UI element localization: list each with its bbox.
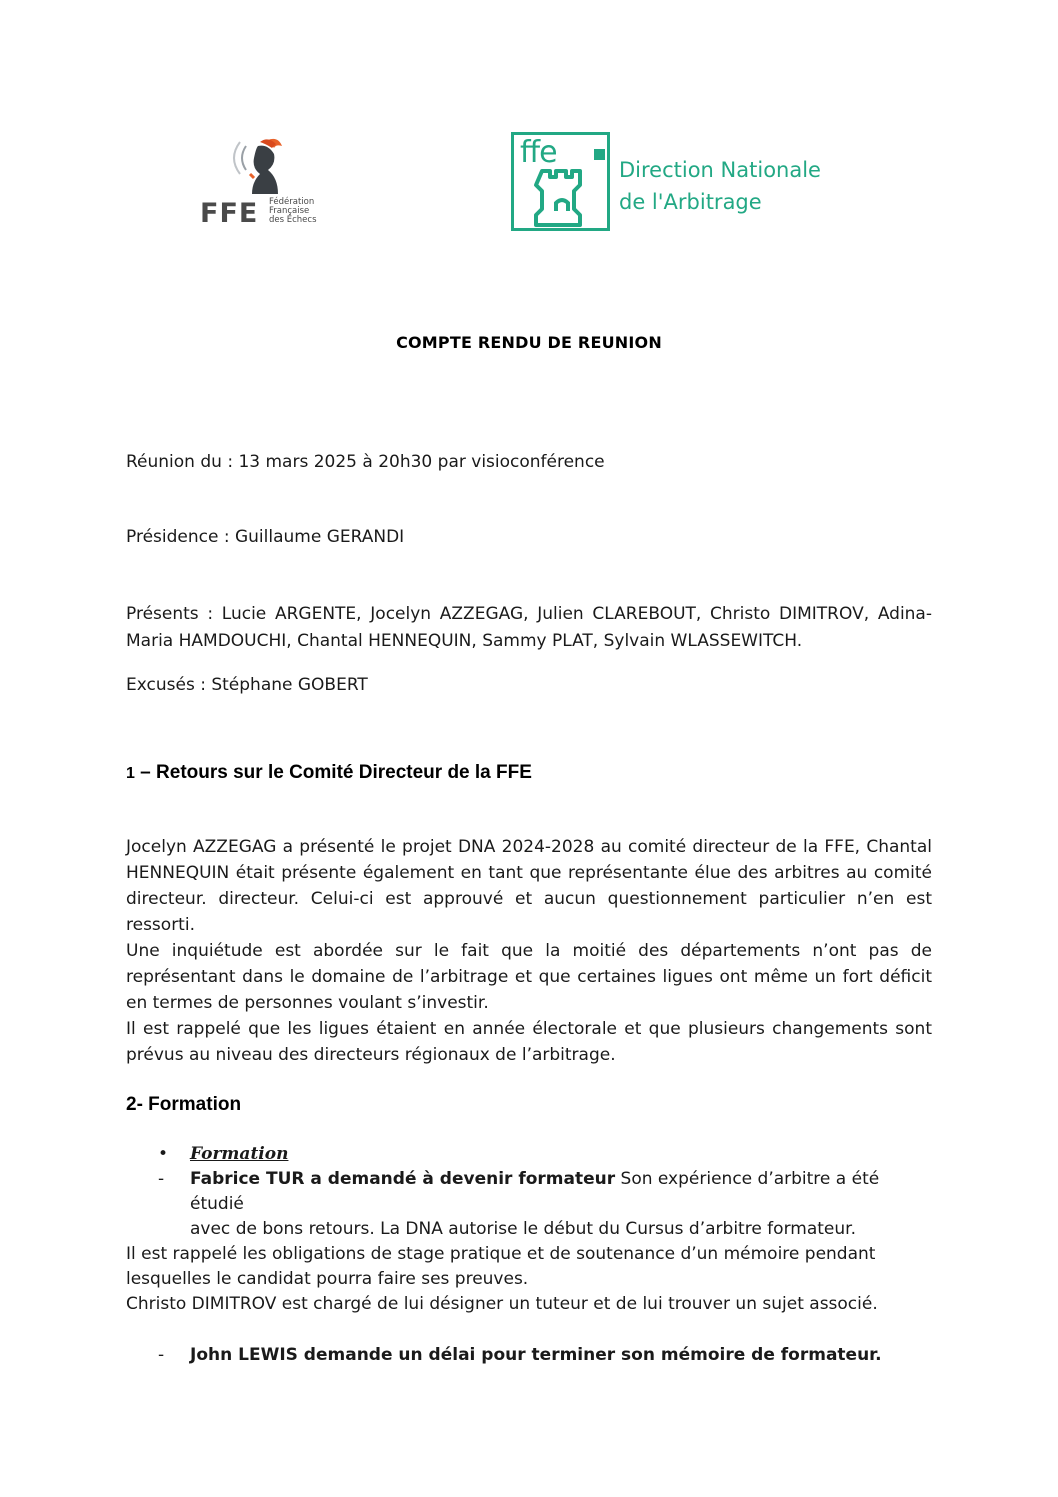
formation-label: Formation xyxy=(190,1144,289,1164)
dna-logo-ffe-text: ffe xyxy=(520,135,557,170)
section-2-heading: 2- Formation xyxy=(126,1094,242,1115)
meeting-presents xyxy=(126,601,932,655)
dna-logo-box xyxy=(511,132,610,231)
section-1-line: prévus au niveau des directeurs régionaux de l’arbitrage. xyxy=(126,1045,616,1065)
dna-logo-title: Direction Nationale de l'Arbitrage xyxy=(619,158,821,214)
section-1-line: ressorti. xyxy=(126,915,195,935)
section-1-heading-text: – Retours sur le Comité Directeur de la FFE xyxy=(134,762,532,783)
section-2-body xyxy=(126,1142,932,1368)
item-1-rest: Son expérience d’arbitre a été étudié xyxy=(190,1169,880,1214)
section-1-line: représentant dans le domaine de l’arbitrage et que certaines ligues ont même un fort déficit xyxy=(126,967,932,987)
bullet-dash: - xyxy=(158,1345,165,1365)
list-item xyxy=(126,1167,932,1217)
item-1-line-2: avec de bons retours. La DNA autorise le début du Cursus d’arbitre formateur. xyxy=(190,1219,856,1239)
page-title: COMPTE RENDU DE REUNION xyxy=(396,333,662,352)
item-1-bold: Fabrice TUR a demandé à devenir formateur xyxy=(190,1169,616,1189)
section-1-line: Il est rappelé que les ligues étaient en année électorale et que plusieurs changements sont xyxy=(126,1019,932,1039)
section-1-line: directeur. directeur. Celui-ci est approuvé et aucun questionnement particulier n’en est xyxy=(126,889,932,909)
dna-logo-square xyxy=(594,149,605,160)
section-1-number: 1 xyxy=(126,765,135,782)
bullet-dot: • xyxy=(158,1144,169,1164)
ffe-logo-letters: FFE xyxy=(200,198,259,229)
list-item-text xyxy=(190,1167,932,1217)
item-2-bold: John LEWIS demande un délai pour terminer son mémoire de formateur. xyxy=(190,1345,882,1365)
spacer xyxy=(126,1317,932,1343)
dna-logo xyxy=(511,132,841,240)
meeting-presidence: Présidence : Guillaume GERANDI xyxy=(126,527,405,547)
presents-line: Présents : Lucie ARGENTE, Jocelyn AZZEGAG, Julien CLAREBOUT, Christo DIMITROV, Adina- xyxy=(126,604,932,624)
section-2-para-line: Christo DIMITROV est chargé de lui désigner un tuteur et de lui trouver un sujet associé. xyxy=(126,1294,878,1314)
section-1-body xyxy=(126,834,932,1068)
rooster-chess-knight-icon xyxy=(196,132,328,198)
ffe-logo-tagline: Fédération Française des Échecs xyxy=(269,197,317,225)
meeting-excuses: Excusés : Stéphane GOBERT xyxy=(126,675,368,695)
list-item xyxy=(126,1343,932,1368)
meeting-date: Réunion du : 13 mars 2025 à 20h30 par visioconférence xyxy=(126,452,605,472)
section-1-line: Une inquiétude est abordée sur le fait que la moitié des départements n’ont pas de xyxy=(126,941,932,961)
section-1-line: Jocelyn AZZEGAG a présenté le projet DNA 2024-2028 au comité directeur de la FFE, Chantal xyxy=(126,837,932,857)
bullet-dash: - xyxy=(158,1169,165,1189)
section-1-line: HENNEQUIN était présente également en tant que représentante élue des arbitres au comité xyxy=(126,863,932,883)
list-item xyxy=(126,1142,932,1167)
section-2-para-line: lesquelles le candidat pourra faire ses preuves. xyxy=(126,1269,529,1289)
section-1-line: en termes de personnes voulant s’investir. xyxy=(126,993,489,1013)
chess-rook-icon xyxy=(532,167,592,229)
section-2-para-line: Il est rappelé les obligations de stage pratique et de soutenance d’un mémoire pendant xyxy=(126,1244,876,1264)
presents-line: Maria HAMDOUCHI, Chantal HENNEQUIN, Sammy PLAT, Sylvain WLASSEWITCH. xyxy=(126,631,803,651)
ffe-logo xyxy=(196,132,328,232)
section-1-heading xyxy=(126,762,532,784)
